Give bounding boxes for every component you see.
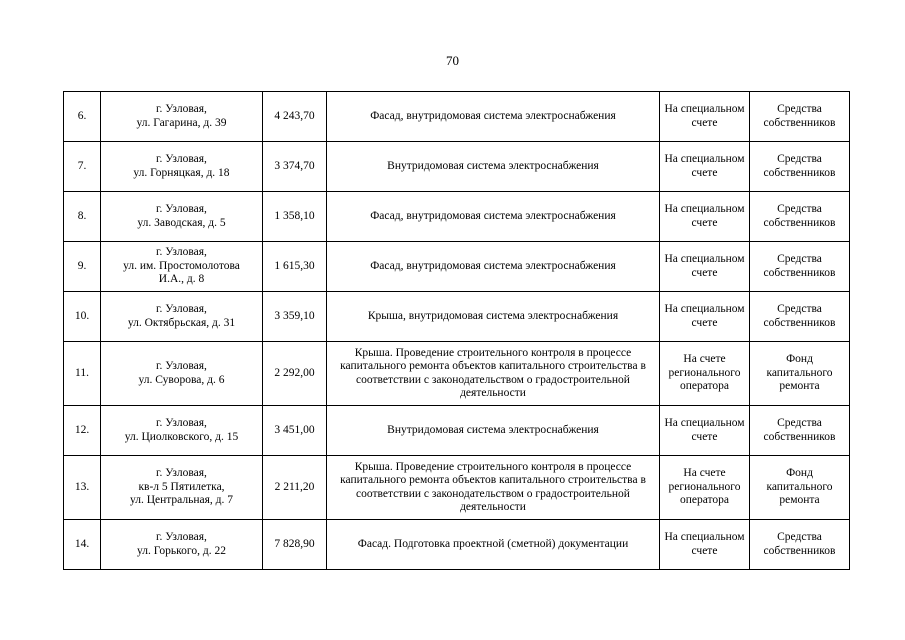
address-line: ул. Октябрьская, д. 31: [127, 316, 236, 329]
repair-works-table: [63, 91, 850, 570]
table-row: [64, 342, 850, 406]
address-line: ул. Суворова, д. 6: [138, 373, 225, 386]
address-line: г. Узловая,: [156, 103, 207, 115]
table-row: [64, 406, 850, 456]
table-row: [64, 192, 850, 242]
works-cell: Внутридомовая система электроснабжения: [327, 406, 660, 456]
area-cell: 4 243,70: [263, 92, 327, 142]
address-line: г. Узловая,: [156, 467, 207, 480]
funding-source-cell: Средства собственников: [750, 192, 850, 242]
row-number-cell: 13.: [64, 456, 101, 520]
row-number-cell: 11.: [64, 342, 101, 406]
address-cell: [101, 142, 263, 192]
account-cell: На специальном счете: [660, 92, 750, 142]
area-cell: 1 358,10: [263, 192, 327, 242]
row-number-cell: 12.: [64, 406, 101, 456]
table-row: [64, 142, 850, 192]
address-cell: [101, 242, 263, 292]
address-cell: [101, 342, 263, 406]
row-number-cell: 6.: [64, 92, 101, 142]
area-cell: 1 615,30: [263, 242, 327, 292]
account-cell: На специальном счете: [660, 292, 750, 342]
address-cell: [101, 292, 263, 342]
address-line: ул. Гагарина, д. 39: [136, 116, 227, 129]
funding-source-cell: Фонд капитального ремонта: [750, 456, 850, 520]
address-line: ул. Центральная, д. 7: [129, 494, 234, 507]
works-cell: Внутридомовая система электроснабжения: [327, 142, 660, 192]
area-cell: 3 359,10: [263, 292, 327, 342]
works-cell: Крыша, внутридомовая система электроснабжения: [327, 292, 660, 342]
address-line: г. Узловая,: [156, 531, 207, 543]
area-cell: 3 374,70: [263, 142, 327, 192]
account-cell: На специальном счете: [660, 406, 750, 456]
row-number-cell: 9.: [64, 242, 101, 292]
row-number-cell: 8.: [64, 192, 101, 242]
address-line: г. Узловая,: [156, 153, 207, 165]
address-line: г. Узловая,: [156, 360, 207, 372]
table-row: [64, 292, 850, 342]
address-line: ул. Циолковского, д. 15: [124, 430, 239, 443]
funding-source-cell: Средства собственников: [750, 406, 850, 456]
table-body: [64, 92, 850, 570]
account-cell: На специальном счете: [660, 520, 750, 570]
address-line: ул. Заводская, д. 5: [137, 216, 226, 229]
address-cell: [101, 92, 263, 142]
page-number: 70: [446, 53, 459, 68]
row-number-cell: 14.: [64, 520, 101, 570]
area-cell: 2 211,20: [263, 456, 327, 520]
works-cell: Фасад, внутридомовая система электроснабжения: [327, 242, 660, 292]
row-number-cell: 10.: [64, 292, 101, 342]
funding-source-cell: Средства собственников: [750, 142, 850, 192]
address-cell: [101, 406, 263, 456]
address-line: ул. Горького, д. 22: [137, 544, 226, 557]
account-cell: На счете регионального оператора: [660, 456, 750, 520]
works-cell: Крыша. Проведение строительного контроля в процессе капитального ремонта объектов капитального строительства в соответствии с законодательством о градостроительной деятельности: [327, 456, 660, 520]
funding-source-cell: Средства собственников: [750, 292, 850, 342]
area-cell: 7 828,90: [263, 520, 327, 570]
row-number-cell: 7.: [64, 142, 101, 192]
funding-source-cell: Средства собственников: [750, 520, 850, 570]
table-row: [64, 456, 850, 520]
account-cell: На специальном счете: [660, 142, 750, 192]
account-cell: На счете регионального оператора: [660, 342, 750, 406]
table-row: [64, 520, 850, 570]
funding-source-cell: Средства собственников: [750, 92, 850, 142]
address-cell: [101, 520, 263, 570]
works-cell: Фасад. Подготовка проектной (сметной) документации: [327, 520, 660, 570]
works-cell: Фасад, внутридомовая система электроснабжения: [327, 92, 660, 142]
area-cell: 2 292,00: [263, 342, 327, 406]
table-row: [64, 92, 850, 142]
address-cell: [101, 456, 263, 520]
works-cell: Фасад, внутридомовая система электроснабжения: [327, 192, 660, 242]
address-line: г. Узловая,: [156, 417, 207, 429]
works-cell: Крыша. Проведение строительного контроля в процессе капитального ремонта объектов капитального строительства в соответствии с законодательством о градостроительной деятельности: [327, 342, 660, 406]
address-cell: [101, 192, 263, 242]
address-line: ул. Горняцкая, д. 18: [133, 166, 230, 179]
address-line: И.А., д. 8: [158, 273, 205, 286]
address-line: кв-л 5 Пятилетка,: [138, 480, 225, 493]
address-line: г. Узловая,: [156, 203, 207, 215]
funding-source-cell: Средства собственников: [750, 242, 850, 292]
address-line: г. Узловая,: [156, 303, 207, 315]
table-row: [64, 242, 850, 292]
address-line: ул. им. Простомолотова: [123, 259, 240, 272]
account-cell: На специальном счете: [660, 192, 750, 242]
funding-source-cell: Фонд капитального ремонта: [750, 342, 850, 406]
address-line: г. Узловая,: [156, 246, 207, 259]
account-cell: На специальном счете: [660, 242, 750, 292]
area-cell: 3 451,00: [263, 406, 327, 456]
